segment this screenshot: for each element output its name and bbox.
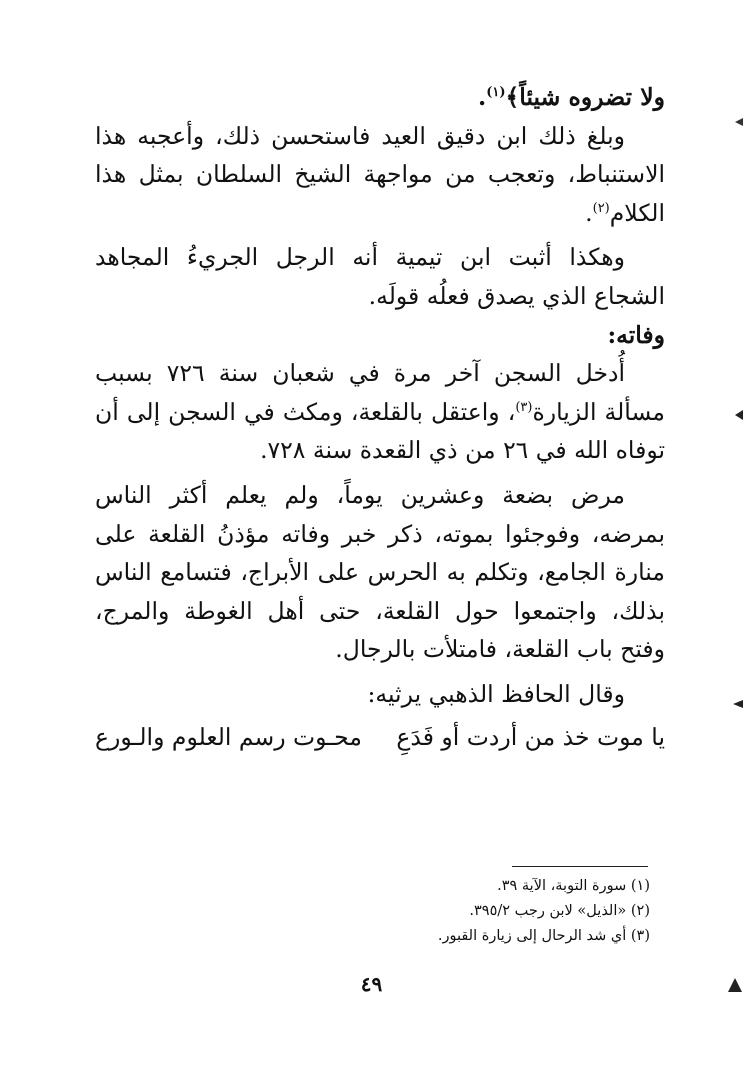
paragraph-prison-part1: أُدخل السجن آخر مرة في شعبان سنة ٧٢٦ بسبب مسألة الزيارة bbox=[95, 359, 665, 426]
scan-edge-mark-icon bbox=[735, 410, 743, 420]
footnote-1: (١) سورة التوبة، الآية ٣٩. bbox=[497, 878, 650, 894]
footnotes bbox=[95, 866, 650, 949]
paragraph-prison-part2: ، واعتقل بالقلعة، ومكث في السجن إلى أن توفاه الله في ٢٦ من ذي القعدة سنة ٧٢٨. bbox=[95, 397, 665, 465]
verse-end-text: ولا تضروه شيئاً﴾ bbox=[505, 83, 665, 111]
footnote-ref-3: (٣) bbox=[515, 399, 533, 415]
poem-second-hemistich: محـوت رسم العلوم والـورع bbox=[95, 722, 362, 751]
poem-first-hemistich: يا موت خذ من أردت أو فَدَعِ bbox=[396, 722, 665, 751]
paragraph-courage: وهكذا أثبت ابن تيمية أنه الرجل الجريءُ المجاهد الشجاع الذي يصدق فعلُه قولَه. bbox=[95, 243, 665, 310]
footnote-3: (٣) أي شد الرحال إلى زيارة القبور. bbox=[437, 928, 650, 944]
poem-verse bbox=[95, 718, 665, 757]
paragraph-illness: مرض بضعة وعشرين يوماً، ولم يعلم أكثر الناس بمرضه، وفوجئوا بموته، ذكر خبر وفاته مؤذنُ القلعة على منارة الجامع، وتكلم به الحرس على الأبراج، فتسامع الناس بذلك، واجتمعوا حول القلعة، حتى أهل الغوطة والمرج، وفتح باب القلعة، فامتلأت بالرجال. bbox=[95, 480, 665, 664]
scan-edge-mark-icon bbox=[735, 118, 743, 126]
paragraph-dhahabi: وقال الحافظ الذهبي يرثيه: bbox=[367, 679, 625, 708]
verse-end-line bbox=[95, 78, 665, 117]
scan-edge-mark-icon bbox=[733, 700, 743, 708]
paragraph-ibn-daqiq-text: وبلغ ذلك ابن دقيق العيد فاستحسن ذلك، وأعجبه هذا الاستنباط، وتعجب من مواجهة الشيخ السلطان بمثل هذا الكلام bbox=[95, 121, 665, 227]
footnote-ref-2: (٢) bbox=[592, 200, 610, 216]
page-number: ٤٩ bbox=[360, 972, 383, 996]
paragraph-ibn-daqiq-end: . bbox=[585, 198, 593, 227]
paragraph-prison bbox=[95, 354, 665, 470]
footnote-2: (٢) «الذيل» لابن رجب ٣٩٥/٢. bbox=[469, 903, 650, 919]
footnote-ref-1: (١) bbox=[486, 85, 506, 101]
section-heading-death: وفاته: bbox=[607, 320, 665, 349]
verse-end-period: . bbox=[478, 83, 487, 111]
page-body bbox=[95, 78, 665, 756]
scan-corner-mark-icon bbox=[728, 978, 742, 992]
paragraph-ibn-daqiq bbox=[95, 117, 665, 233]
